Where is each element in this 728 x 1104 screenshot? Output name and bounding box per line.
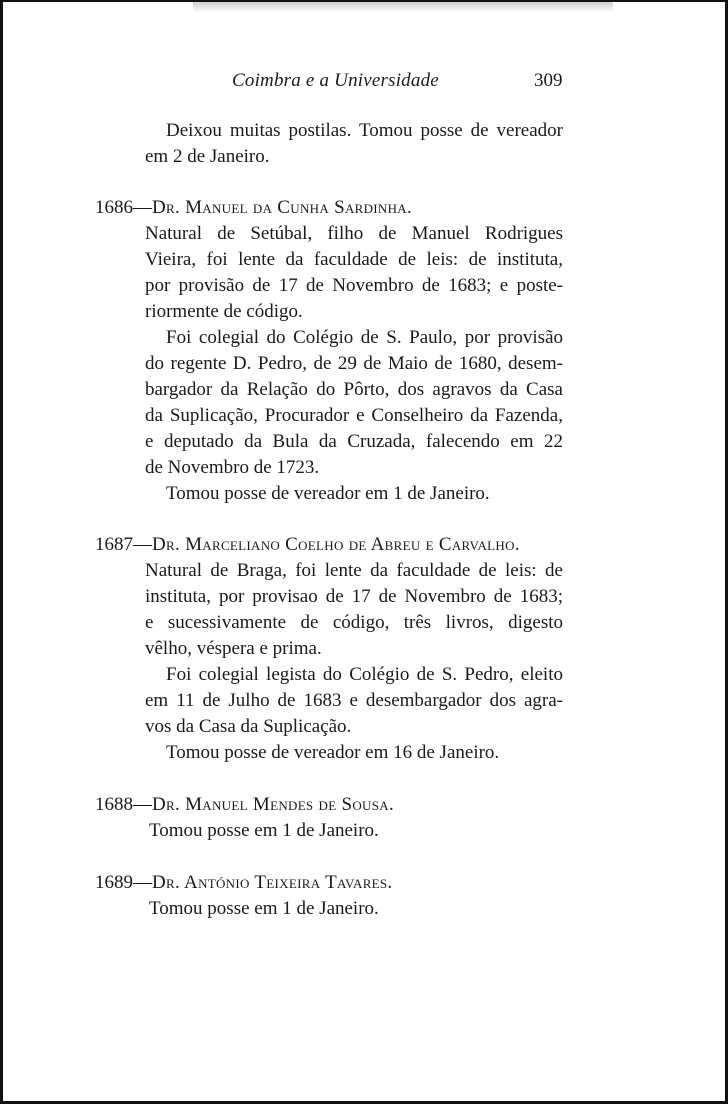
entry-heading bbox=[95, 795, 394, 814]
text-line: em 11 de Julho de 1683 e desembargador dos agra- bbox=[145, 690, 563, 711]
dash: — bbox=[133, 197, 152, 218]
text-line: da Suplicação, Procurador e Conselheiro da Fazenda, bbox=[145, 405, 563, 426]
text-line: Deixou muitas postilas. Tomou posse de vereador bbox=[166, 120, 563, 141]
entry-year: 1687 bbox=[95, 534, 133, 555]
entry-name: Dr. Marceliano Coelho de Abreu e Carvalho. bbox=[152, 534, 520, 555]
text-line: instituta, por provisao de 17 de Novembro de 1683; bbox=[145, 586, 563, 607]
text-line: Vieira, foi lente da faculdade de leis: de instituta, bbox=[145, 249, 563, 270]
text-line: Foi colegial do Colégio de S. Paulo, por provisão bbox=[166, 327, 563, 348]
dash: — bbox=[133, 534, 152, 555]
text-line: por provisão de 17 de Novembro de 1683; e poste- bbox=[145, 275, 563, 296]
text-line: Tomou posse de vereador em 1 de Janeiro. bbox=[166, 483, 490, 504]
text-line: do regente D. Pedro, de 29 de Maio de 1680, desem- bbox=[145, 353, 563, 374]
text-line: de Novembro de 1723. bbox=[145, 457, 320, 478]
page-number: 309 bbox=[534, 70, 563, 91]
text-line: Natural de Setúbal, filho de Manuel Rodrigues bbox=[145, 223, 563, 244]
text-line: riormente de código. bbox=[145, 301, 303, 322]
text-line: Tomou posse de vereador em 16 de Janeiro. bbox=[166, 742, 500, 763]
text-line: Tomou posse em 1 de Janeiro. bbox=[149, 820, 379, 841]
entry-name: Dr. António Teixeira Tavares. bbox=[152, 872, 393, 893]
entry-year: 1689 bbox=[95, 872, 133, 893]
text-line: bargador da Relação do Pôrto, dos agravos da Casa bbox=[145, 379, 563, 400]
entry-year: 1688 bbox=[95, 794, 133, 815]
text-line: Foi colegial legista do Colégio de S. Pedro, eleito bbox=[166, 664, 563, 685]
text-line: Natural de Braga, foi lente da faculdade de leis: de bbox=[145, 560, 563, 581]
text-line: Tomou posse em 1 de Janeiro. bbox=[149, 898, 379, 919]
dash: — bbox=[133, 872, 152, 893]
running-title: Coimbra e a Universidade bbox=[232, 70, 439, 91]
text-line: em 2 de Janeiro. bbox=[145, 146, 270, 167]
text-line: e sucessivamente de código, três livros, digesto bbox=[145, 612, 563, 633]
entry-heading bbox=[95, 535, 520, 554]
text-line: e deputado da Bula da Cruzada, falecendo em 22 bbox=[145, 431, 563, 452]
entry-year: 1686 bbox=[95, 197, 133, 218]
entry-name: Dr. Manuel da Cunha Sardinha. bbox=[152, 197, 413, 218]
page-header bbox=[3, 70, 725, 100]
entry-heading bbox=[95, 873, 393, 892]
text-line: vêlho, véspera e prima. bbox=[145, 638, 322, 659]
scan-shadow bbox=[193, 2, 613, 12]
entry-heading bbox=[95, 198, 412, 217]
entry-name: Dr. Manuel Mendes de Sousa. bbox=[152, 794, 395, 815]
dash: — bbox=[133, 794, 152, 815]
text-line: vos da Casa da Suplicação. bbox=[145, 716, 352, 737]
